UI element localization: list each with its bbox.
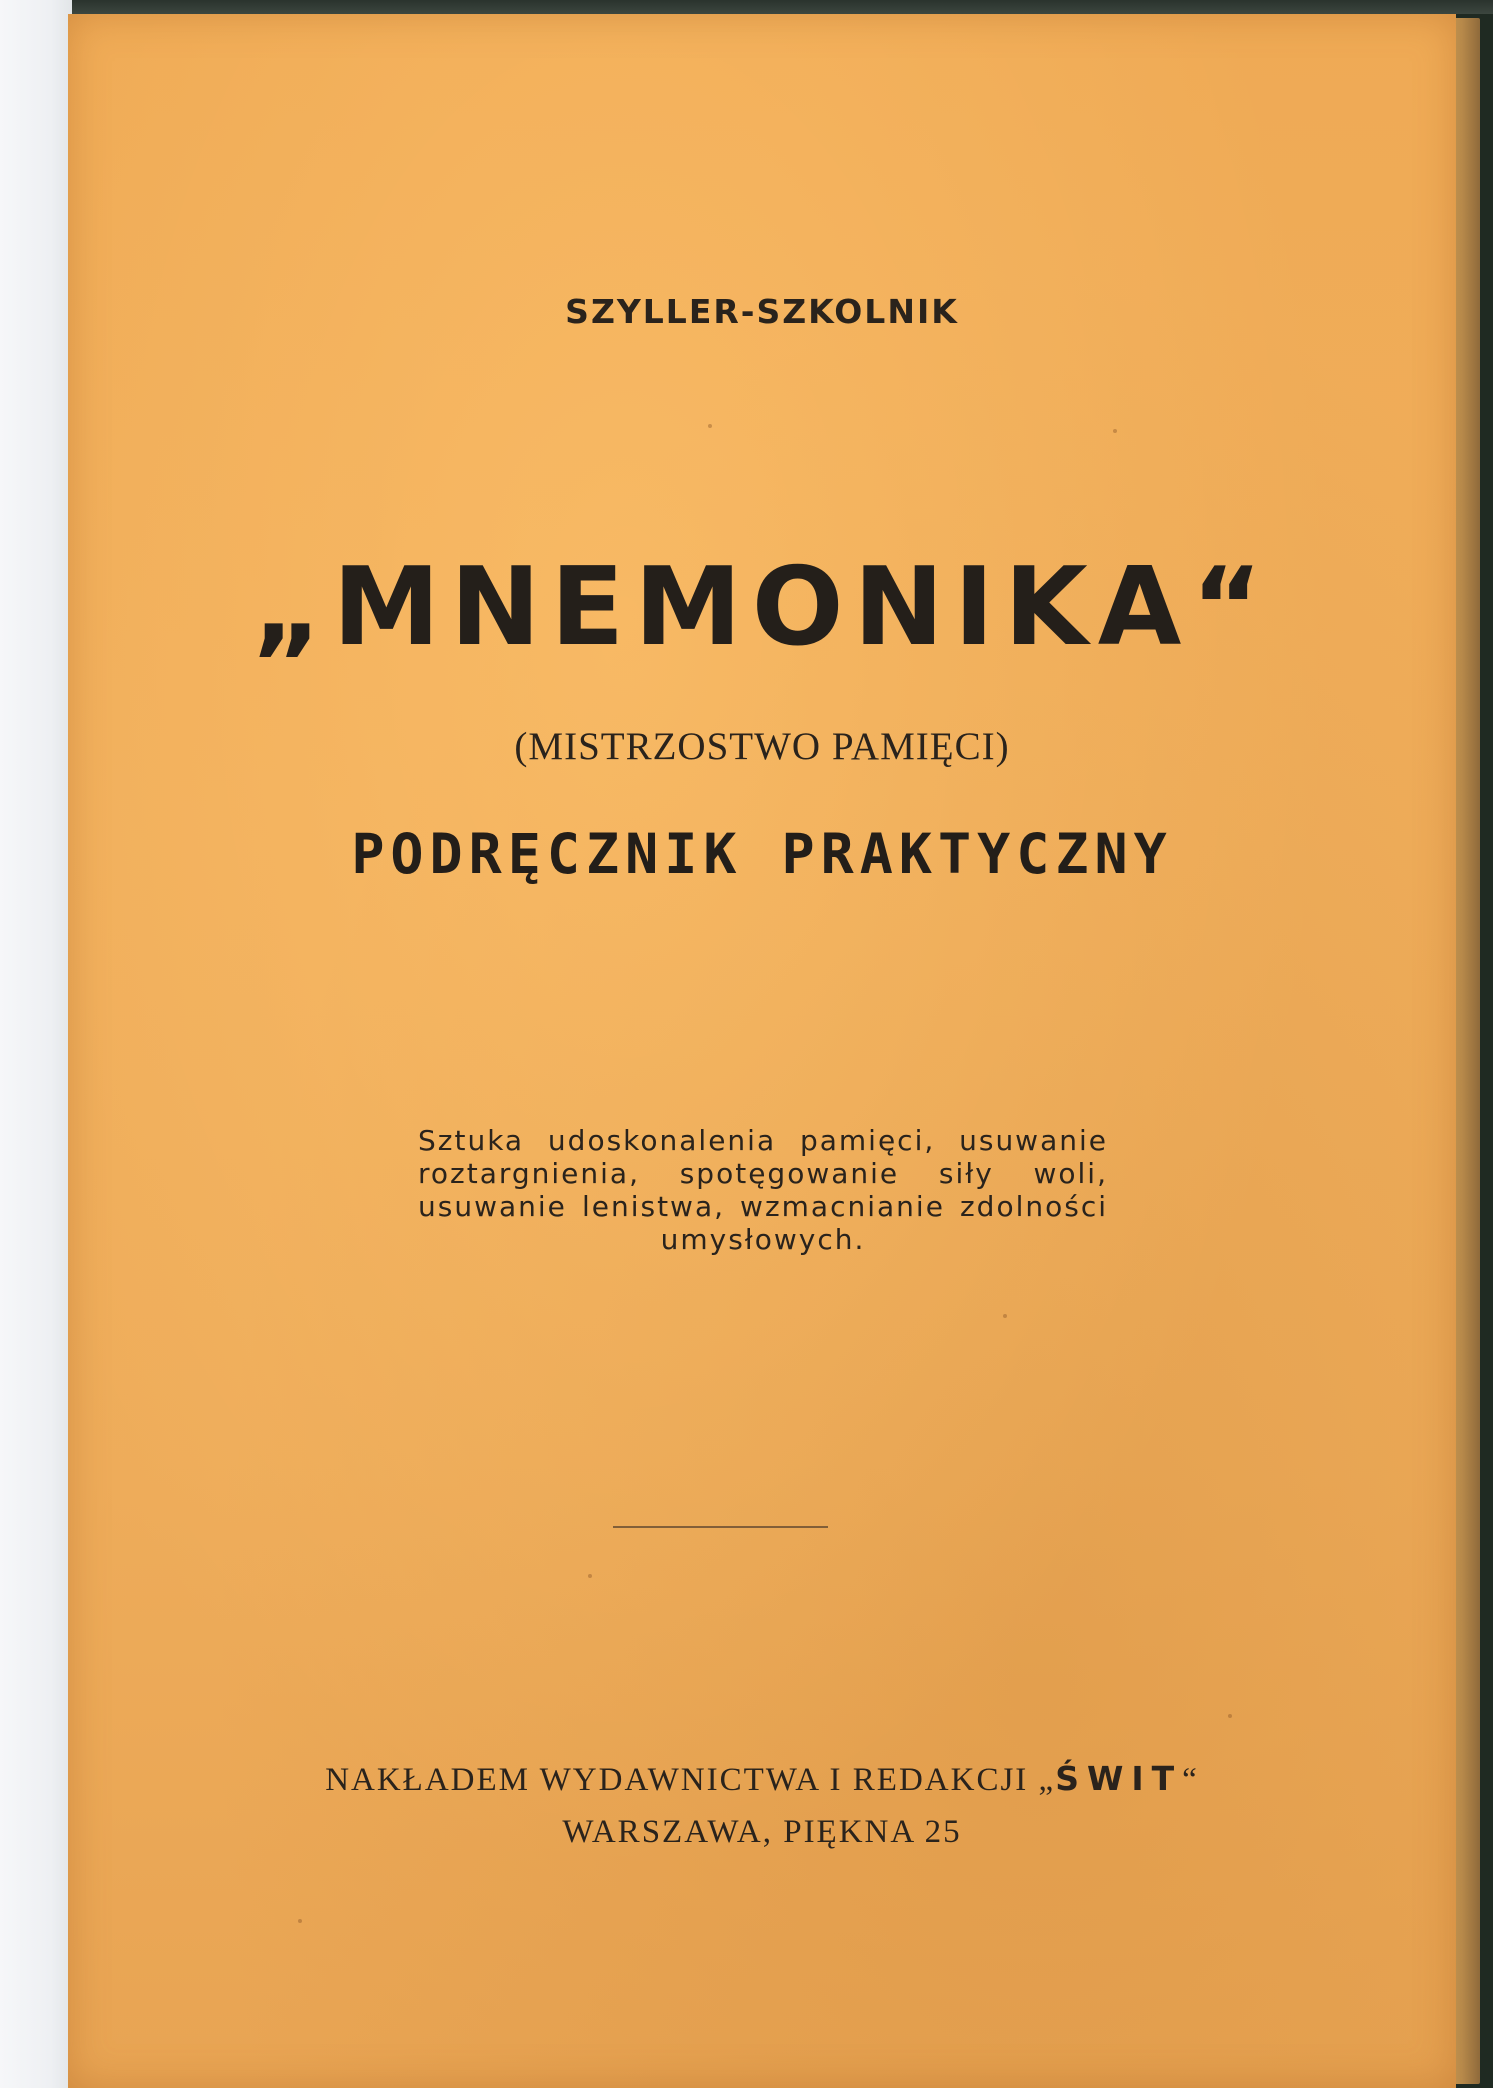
book-description: Sztuka udoskonalenia pamięci, usuwanie roztargnienia, spotęgowanie siły woli, usuwanie lenistwa, wzmacnianie zdolności umysłowych. xyxy=(418,1124,1108,1256)
publisher-prefix: NAKŁADEM WYDAWNICTWA I REDAKCJI „ xyxy=(325,1762,1056,1798)
publisher-suffix: “ xyxy=(1182,1762,1199,1798)
scanner-top-edge xyxy=(0,0,1493,14)
author-name: SZYLLER-SZKOLNIK xyxy=(565,292,959,331)
paper-speck xyxy=(1113,429,1117,433)
scanner-left-margin xyxy=(0,0,72,2088)
paper-speck xyxy=(588,1574,592,1578)
paper-speck xyxy=(1228,1714,1232,1718)
divider-line xyxy=(613,1526,828,1528)
book-subtitle-secondary: PODRĘCZNIK PRAKTYCZNY xyxy=(351,822,1173,886)
paper-speck xyxy=(1003,1314,1007,1318)
book-subtitle: (MISTRZOSTWO PAMIĘCI) xyxy=(514,725,1010,768)
book-cover xyxy=(68,14,1456,2088)
paper-speck xyxy=(298,1919,302,1923)
book-title: „MNEMONIKA“ xyxy=(251,545,1273,670)
publisher-address: WARSZAWA, PIĘKNA 25 xyxy=(562,1814,962,1850)
publisher-name: ŚWIT xyxy=(1055,1759,1183,1798)
publisher-line xyxy=(68,1759,1456,1799)
paper-speck xyxy=(708,424,712,428)
